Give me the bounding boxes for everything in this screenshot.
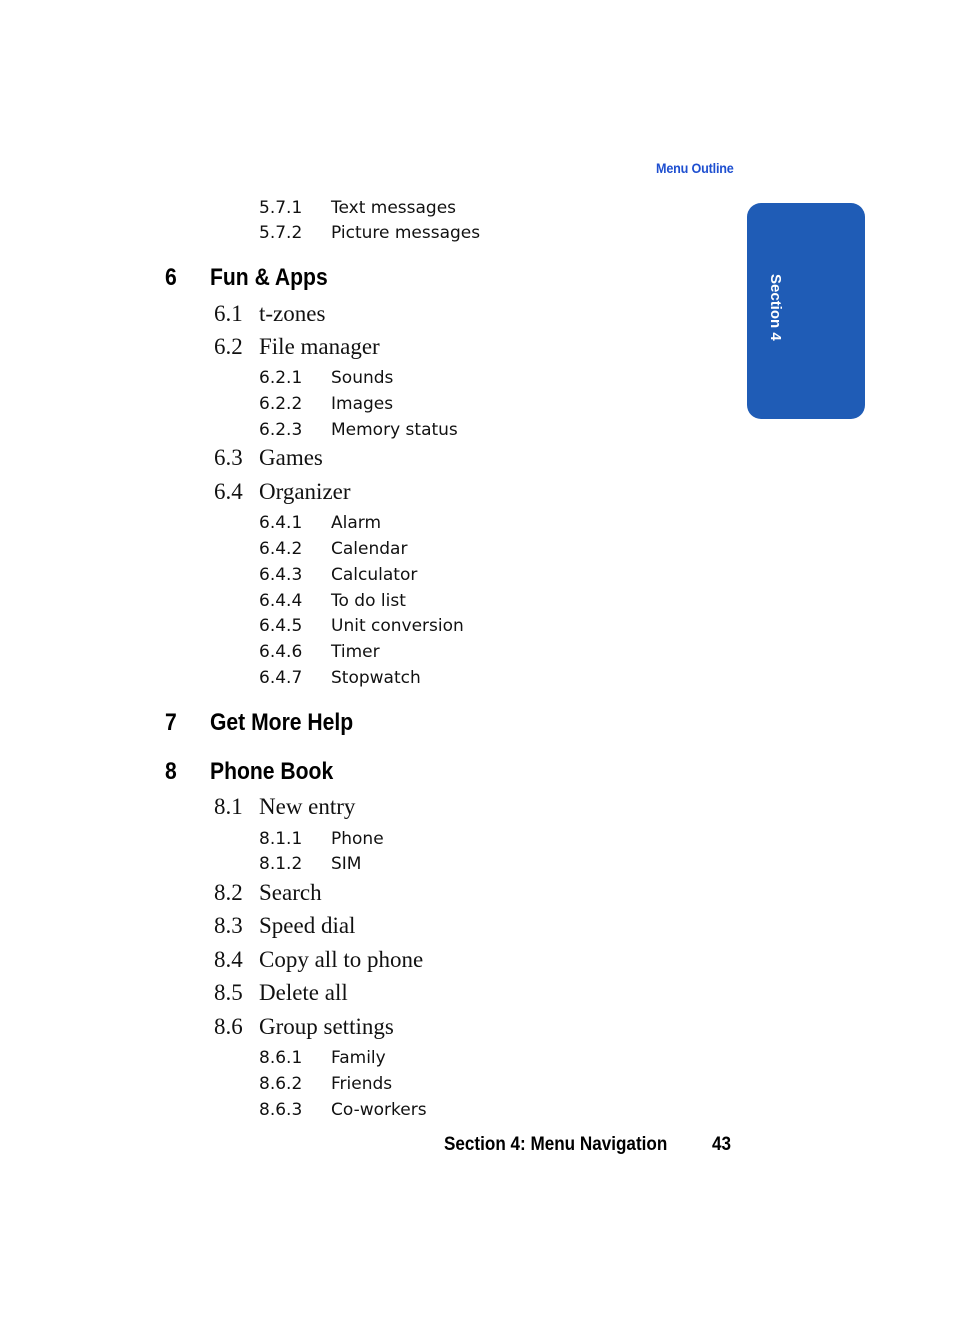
outline-number: 6.3 bbox=[214, 445, 243, 470]
section-title: Phone Book bbox=[210, 758, 334, 785]
outline-number: 6.4.4 bbox=[259, 591, 303, 611]
outline-number: 8.4 bbox=[214, 947, 243, 972]
outline-number: 8.5 bbox=[214, 980, 243, 1005]
outline-label: Timer bbox=[331, 642, 380, 662]
outline-number: 8.6.3 bbox=[259, 1100, 303, 1120]
outline-label: Images bbox=[331, 394, 394, 414]
outline-label: File manager bbox=[259, 334, 380, 359]
outline-label: Family bbox=[331, 1048, 386, 1068]
outline-label: Stopwatch bbox=[331, 668, 421, 688]
outline-number: 5.7.2 bbox=[259, 223, 303, 243]
outline-number: 6.4 bbox=[214, 479, 243, 504]
outline-label: Friends bbox=[331, 1074, 393, 1094]
outline-label: Picture messages bbox=[331, 223, 481, 243]
outline-label: Memory status bbox=[331, 420, 458, 440]
outline-number: 8.1 bbox=[214, 794, 243, 819]
outline-label: Text messages bbox=[331, 198, 457, 218]
page-number: 43 bbox=[712, 1134, 732, 1155]
outline-number: 6.4.7 bbox=[259, 668, 303, 688]
outline-label: t-zones bbox=[259, 301, 326, 326]
outline-label: Delete all bbox=[259, 980, 348, 1005]
outline-label: Copy all to phone bbox=[259, 947, 424, 972]
outline-number: 6.4.3 bbox=[259, 565, 303, 585]
outline-number: 6.4.2 bbox=[259, 539, 303, 559]
outline-label: To do list bbox=[331, 591, 406, 611]
outline-number: 8.1.1 bbox=[259, 829, 303, 849]
outline-label: Alarm bbox=[331, 513, 382, 533]
outline-number: 8.1.2 bbox=[259, 854, 303, 874]
section-number: 7 bbox=[165, 709, 177, 736]
outline-label: SIM bbox=[331, 854, 362, 874]
outline-number: 6.4.5 bbox=[259, 616, 303, 636]
outline-label: Games bbox=[259, 445, 323, 470]
outline-label: Search bbox=[259, 880, 322, 905]
footer-title: Section 4: Menu Navigation bbox=[444, 1134, 668, 1155]
outline-number: 6.4.1 bbox=[259, 513, 303, 533]
outline-number: 6.1 bbox=[214, 301, 243, 326]
section-number: 8 bbox=[165, 758, 177, 785]
section-number: 6 bbox=[165, 264, 177, 291]
section-title: Get More Help bbox=[210, 709, 354, 736]
outline-label: Group settings bbox=[259, 1014, 394, 1039]
outline-number: 6.4.6 bbox=[259, 642, 303, 662]
outline-label: Co-workers bbox=[331, 1100, 427, 1120]
section-tab bbox=[747, 203, 865, 419]
outline-label: Calculator bbox=[331, 565, 418, 585]
section-tab-label: Section 4 bbox=[767, 274, 784, 341]
outline-label: Unit conversion bbox=[331, 616, 464, 636]
outline-number: 8.6.1 bbox=[259, 1048, 303, 1068]
outline-number: 6.2 bbox=[214, 334, 243, 359]
section-title: Fun & Apps bbox=[210, 264, 328, 291]
outline-label: Organizer bbox=[259, 479, 351, 504]
outline-label: Sounds bbox=[331, 368, 394, 388]
outline-number: 5.7.1 bbox=[259, 198, 303, 218]
outline-number: 6.2.1 bbox=[259, 368, 303, 388]
outline-label: Phone bbox=[331, 829, 384, 849]
outline-number: 8.3 bbox=[214, 913, 243, 938]
outline-number: 8.2 bbox=[214, 880, 243, 905]
outline-number: 6.2.2 bbox=[259, 394, 303, 414]
outline-number: 8.6.2 bbox=[259, 1074, 303, 1094]
outline-number: 6.2.3 bbox=[259, 420, 303, 440]
running-header: Menu Outline bbox=[656, 160, 734, 176]
outline-number: 8.6 bbox=[214, 1014, 243, 1039]
outline-label: New entry bbox=[259, 794, 356, 819]
outline-label: Speed dial bbox=[259, 913, 356, 938]
outline-label: Calendar bbox=[331, 539, 408, 559]
